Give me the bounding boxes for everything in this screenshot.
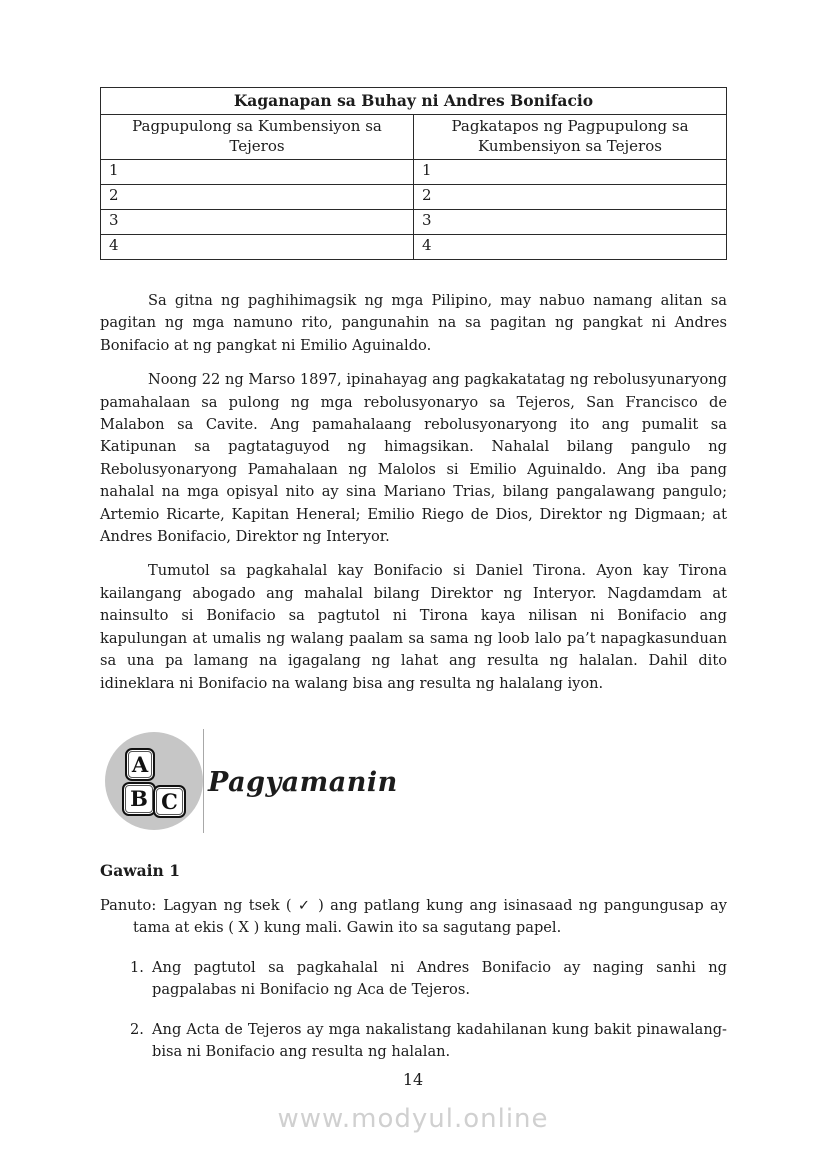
paragraph-tirona-objection: Tumutol sa pagkahalal kay Bonifacio si Daniel Tirona. Ayon kay Tirona kailangang abogado ang mahalal bilang Direktor ng Interyor. Nagdamdam at nainsulto si Bonifacio sa pagtutol ni Tirona kaya nilisan ni Bonifacio ang kapulungan at umalis ng walang paalam sa sama ng loob lalo pa’t napagkasunduan sa una pa lamang na igagalang ng lahat ang resulta ng halalan. Dahil dito idineklara ni Bonifacio na walang bisa ang resulta ng halalang iyon. xyxy=(100,562,727,692)
abc-block-a: A xyxy=(125,748,155,781)
activity-instructions xyxy=(100,895,727,940)
list-item xyxy=(130,957,727,1002)
list-item xyxy=(130,1019,727,1064)
table-cell: 4 xyxy=(414,235,727,260)
activity-heading: Gawain 1 xyxy=(100,860,181,880)
list-item-text: Ang pagtutol sa pagkahalal ni Andres Bonifacio ay naging sanhi ng pagpalabas ni Bonifacio ng Aca de Tejeros. xyxy=(152,958,727,999)
table-cell: 3 xyxy=(101,210,414,235)
table-cell: 4 xyxy=(101,235,414,260)
table-cell: 1 xyxy=(414,160,727,185)
table-row xyxy=(101,235,727,260)
section-title: Pagyamanin xyxy=(208,767,398,799)
table-cell: 1 xyxy=(101,160,414,185)
list-item-text: Ang Acta de Tejeros ay mga nakalistang kadahilanan kung bakit pinawalang-bisa ni Bonifacio ang resulta ng halalan. xyxy=(152,1020,727,1060)
events-table xyxy=(100,87,727,260)
table-row xyxy=(101,185,727,210)
column-header-after: Pagkatapos ng Pagpupulong sa Kumbensiyon sa Tejeros xyxy=(414,115,727,160)
instructions-label: Panuto: xyxy=(100,896,157,914)
pagyamanin-section-header xyxy=(105,729,727,833)
table-row xyxy=(101,210,727,235)
watermark: www.modyul.online xyxy=(277,1104,549,1134)
section-divider-line xyxy=(203,729,204,833)
list-item-number: 1. xyxy=(130,958,144,976)
table-title: Kaganapan sa Buhay ni Andres Bonifacio xyxy=(101,88,727,115)
table-cell: 2 xyxy=(101,185,414,210)
table-header-row xyxy=(101,115,727,160)
abc-blocks-icon xyxy=(105,732,203,830)
abc-block-c: C xyxy=(153,785,186,818)
table-cell: 3 xyxy=(414,210,727,235)
table-cell: 2 xyxy=(414,185,727,210)
page-number: 14 xyxy=(402,1070,424,1089)
abc-block-b: B xyxy=(122,782,156,816)
list-item-number: 2. xyxy=(130,1020,144,1038)
paragraph-tejeros-government: Noong 22 ng Marso 1897, ipinahayag ang pagkakatatag ng rebolusyunaryong pamahalaan sa pulong ng mga rebolusyonaryo sa Tejeros, San Francisco de Malabon sa Cavite. Ang pamahalaang rebolusyonaryong ito ang pumalit sa Katipunan sa pagtataguyod ng himagsikan. Nahalal bilang pangulo ng Rebolusyonaryong Pamahalaan ng Malolos si Emilio Aguinaldo. Ang iba pang nahalal na mga opisyal nito ay sina Mariano Trias, bilang pangalawang pangulo; Artemio Ricarte, Kapitan Heneral; Emilio Riego de Dios, Direktor ng Digmaan; at Andres Bonifacio, Direktor ng Interyor. xyxy=(100,371,727,546)
column-header-before: Pagpupulong sa Kumbensiyon sa Tejeros xyxy=(101,115,414,160)
table-row xyxy=(101,160,727,185)
table-title-row xyxy=(101,88,727,115)
instructions-text: Lagyan ng tsek ( ✓ ) ang patlang kung ang isinasaad ng pangungusap ay tama at ekis ( X ) kung mali. Gawin ito sa sagutang papel. xyxy=(133,896,727,937)
paragraph-conflict: Sa gitna ng paghihimagsik ng mga Pilipino, may nabuo namang alitan sa pagitan ng mga namuno rito, pangunahin na sa pagitan ng pangkat ni Andres Bonifacio at ng pangkat ni Emilio Aguinaldo. xyxy=(100,292,727,354)
